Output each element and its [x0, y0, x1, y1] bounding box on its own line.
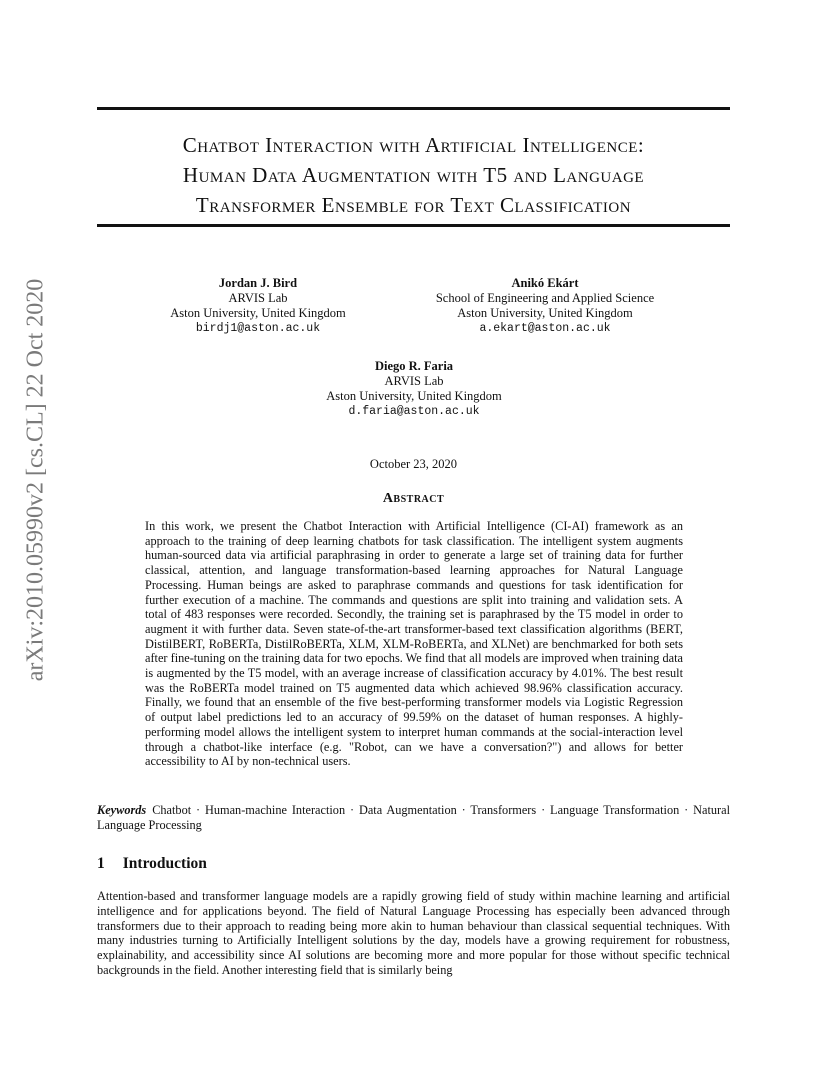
title-top-rule [97, 107, 730, 110]
keywords-label: Keywords [97, 803, 147, 817]
section-number: 1 [97, 855, 105, 872]
section-heading [97, 855, 207, 873]
author-affiliation: Aston University, United Kingdom [326, 389, 502, 403]
paper-title [97, 130, 730, 220]
author-affiliation: School of Engineering and Applied Science [435, 291, 655, 305]
title-line: Human Data Augmentation with T5 and Language [182, 163, 645, 187]
author-affiliation: Aston University, United Kingdom [170, 306, 346, 320]
paper-date: October 23, 2020 [369, 457, 458, 471]
author-email: d.faria@aston.ac.uk [348, 405, 480, 418]
author-affiliation: ARVIS Lab [228, 291, 288, 305]
title-line: Chatbot Interaction with Artificial Intelligence: [182, 133, 645, 157]
author-affiliation: ARVIS Lab [384, 374, 444, 388]
keywords-text: Chatbot · Human-machine Interaction · Data Augmentation · Transformers · Language Transformation · Natural Language Processing [97, 803, 730, 832]
author-email: a.ekart@aston.ac.uk [479, 322, 611, 335]
author-name: Jordan J. Bird [218, 276, 298, 290]
arxiv-identifier: arXiv:2010.05990v2 [cs.CL] 22 Oct 2020 [22, 278, 49, 682]
author-block [138, 276, 378, 336]
author-name: Diego R. Faria [374, 359, 454, 373]
introduction-text: Attention-based and transformer language models are a rapidly growing field of study within machine learning and artificial intelligence and for applications beyond. The field of Natural Language Processing has especially been advanced through transformers due to their approach to reading being more akin to human behaviour than classical sequential techniques. With many industries turning to Artificially Intelligent solutions by the day, models have a growing requirement for robustness, explainability, and accessibility since AI solutions are becoming more and more popular for those without specific technical backgrounds in the field. Another interesting field that is similarly being [97, 889, 730, 977]
keywords [97, 803, 730, 833]
author-block [294, 359, 534, 419]
arxiv-stamp [0, 0, 70, 1072]
author-name: Anikó Ekárt [511, 276, 579, 290]
abstract-heading: Abstract [382, 491, 445, 506]
section-title: Introduction [122, 855, 207, 872]
author-email: birdj1@aston.ac.uk [195, 322, 321, 335]
title-line: Transformer Ensemble for Text Classification [195, 193, 632, 217]
author-block [405, 276, 685, 336]
title-bottom-rule [97, 224, 730, 227]
author-affiliation: Aston University, United Kingdom [457, 306, 633, 320]
abstract-text: In this work, we present the Chatbot Interaction with Artificial Intelligence (CI-AI) framework as an approach to the training of deep learning chatbots for task classification. The intelligent system augments human-sourced data via artificial paraphrasing in order to generate a large set of training data for further classical, attention, and language transformation-based learning approaches for Natural Language Processing. Human beings are asked to paraphrase commands and questions for task identification for further execution of a machine. The commands and questions are split into training and validation sets. A total of 483 responses were recorded. Secondly, the training set is paraphrased by the T5 model in order to augment it with further data. Seven state-of-the-art transformer-based text classification algorithms (BERT, DistilBERT, RoBERTa, DistilRoBERTa, XLM, XLM-RoBERTa, and XLNet) are benchmarked for both sets after fine-tuning on the training data for two epochs. We find that all models are improved when training data is augmented by the T5 model, with an average increase of classification accuracy by 4.01%. The best result was the RoBERTa model trained on T5 augmented data which achieved 98.96% classification accuracy. Finally, we found that an ensemble of the five best-performing transformer models via Logistic Regression of output label predictions led to an accuracy of 99.59% on the dataset of human responses. A highly-performing model allows the intelligent system to interpret human commands at the social-interaction level through a chatbot-like interface (e.g. "Robot, can we have a conversation?") and allows for better accessibility to AI by non-technical users. [145, 519, 683, 769]
